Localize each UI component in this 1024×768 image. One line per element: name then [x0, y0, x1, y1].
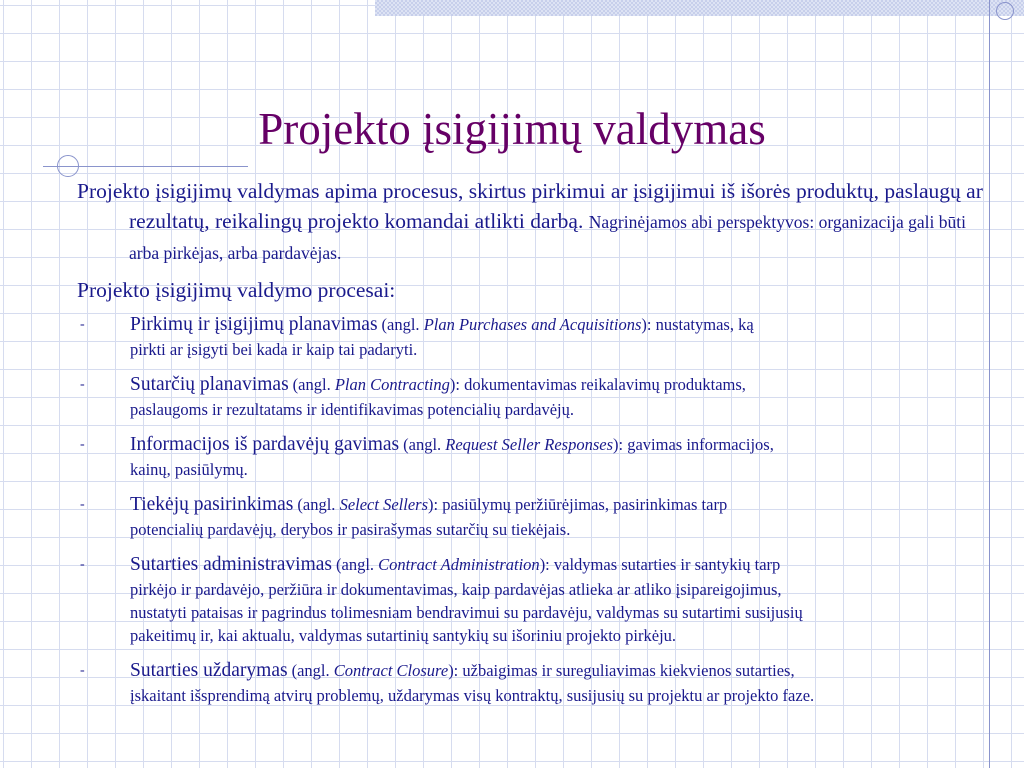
process-name: Informacijos iš pardavėjų gavimas [130, 434, 400, 455]
slide-body [77, 176, 989, 718]
english-term: Contract Administration [378, 555, 540, 574]
english-term: Select Sellers [339, 495, 428, 514]
process-item-contract-closure [77, 658, 989, 707]
intro-paragraph [77, 176, 989, 268]
angl-label: (angl. [297, 495, 336, 514]
process-item-plan-purchases [77, 312, 989, 361]
process-description-line: pirkėjo ir pardavėjo, peržiūra ir dokumentavimas, kaip pardavėjas atlieka ar atliko įsipareigojimus, [130, 580, 782, 599]
process-description-start: ): gavimas informacijos, [613, 435, 774, 454]
english-term: Contract Closure [333, 661, 449, 680]
process-description-start: ): pasiūlymų peržiūrėjimas, pasirinkimas tarp [427, 495, 728, 514]
process-description-line: nustatyti pataisas ir pagrindus tolimesniam bendravimui su pardavėju, valdymas su sutartimi susijusių [130, 603, 803, 622]
bullet-dash: - [80, 497, 85, 512]
process-description-start: ): užbaigimas ir sureguliavimas kiekvienos sutarties, [448, 661, 795, 680]
process-name: Sutarties uždarymas [130, 660, 288, 681]
intro-note-text: Nagrinėjamos abi perspektyvos: organizacija gali būti arba pirkėjas, arba pardavėjas. [129, 212, 966, 263]
english-term: Plan Contracting [334, 375, 450, 394]
angl-label: (angl. [292, 375, 331, 394]
process-name: Pirkimų ir įsigijimų planavimas [130, 314, 378, 335]
angl-label: (angl. [336, 555, 375, 574]
process-item-request-seller-responses [77, 432, 989, 481]
slide-title: Projekto įsigijimų valdymas [258, 104, 766, 154]
bullet-dash: - [80, 317, 85, 332]
process-item-select-sellers [77, 492, 989, 541]
english-term: Request Seller Responses [445, 435, 613, 454]
angl-label: (angl. [291, 661, 330, 680]
bullet-dash: - [80, 437, 85, 452]
process-description-line: pakeitimų ir, kai aktualu, valdymas sutartinių santykių su išoriniu projekto pirkėju. [130, 626, 677, 645]
bullet-dash: - [80, 377, 85, 392]
process-name: Sutarčių planavimas [130, 374, 289, 395]
processes-heading: Projekto įsigijimų valdymo procesai: [77, 278, 396, 302]
angl-label: (angl. [403, 435, 442, 454]
decorative-corner-circle [996, 2, 1014, 20]
process-description: įskaitant išsprendimą atvirų problemų, uždarymas visų kontraktų, susijusių su projektu ar projekto faze. [130, 686, 815, 705]
process-description-start: ): nustatymas, ką [641, 315, 754, 334]
process-description-start: ): valdymas sutarties ir santykių tarp [539, 555, 781, 574]
process-description: potencialių pardavėjų, derybos ir pasirašymas sutarčių su tiekėjais. [130, 520, 571, 539]
process-name: Tiekėjų pasirinkimas [130, 494, 294, 515]
angl-label: (angl. [381, 315, 420, 334]
bullet-dash: - [80, 557, 85, 572]
intro-main-text: Projekto įsigijimų valdymas apima procesus, skirtus pirkimui ar įsigijimui iš išorės produktų, paslaugų ar rezultatų, reikalingų projekto komandai atlikti darbą. [77, 179, 983, 233]
process-description: paslaugoms ir rezultatams ir identifikavimas potencialių pardavėjų. [130, 400, 574, 419]
bullet-dash: - [80, 663, 85, 678]
process-name: Sutarties administravimas [130, 554, 333, 575]
decorative-top-band [375, 0, 1024, 16]
process-description-start: ): dokumentavimas reikalavimų produktams, [449, 375, 746, 394]
process-description: pirkti ar įsigyti bei kada ir kaip tai padaryti. [130, 340, 418, 359]
decorative-left-circle [57, 155, 79, 177]
english-term: Plan Purchases and Acquisitions [423, 315, 642, 334]
process-item-contract-administration [77, 552, 989, 647]
process-item-plan-contracting [77, 372, 989, 421]
process-description: kainų, pasiūlymų. [130, 460, 248, 479]
